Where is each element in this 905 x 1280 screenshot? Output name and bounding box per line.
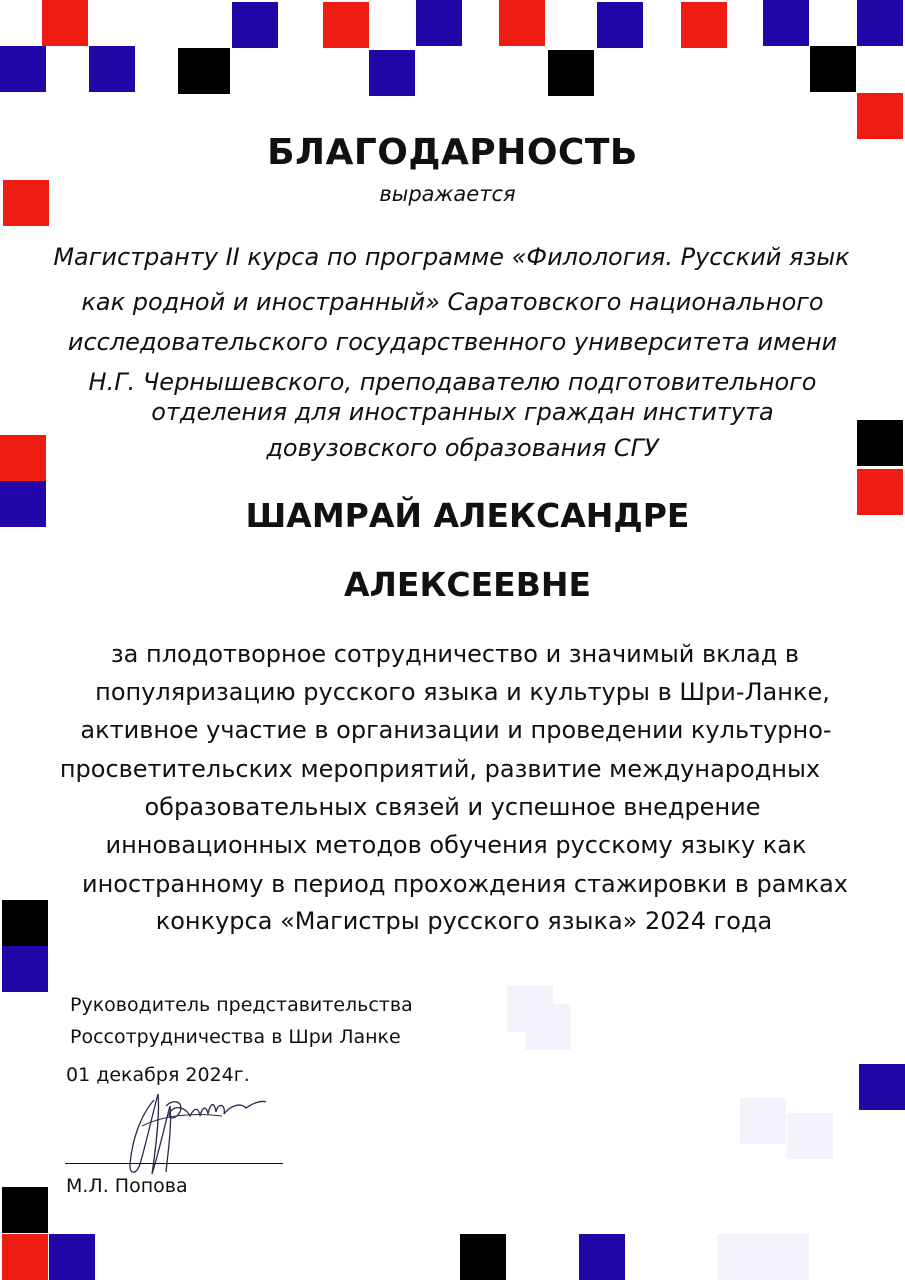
- signatory-position: Россотрудничества в Шри Ланке: [70, 1026, 401, 1048]
- signature-line: [65, 1163, 283, 1164]
- decor-square: [0, 46, 46, 92]
- recipient-line: Н.Г. Чернышевского, преподавателю подготовительного: [88, 368, 817, 396]
- decor-square-faint: [717, 1234, 763, 1280]
- reason-line: иностранному в период прохождения стажировки в рамках: [81, 870, 848, 898]
- decor-square: [548, 50, 594, 96]
- reason-line: за плодотворное сотрудничество и значимый вклад в: [110, 640, 800, 668]
- recipient-line: исследовательского государственного университета имени: [67, 328, 838, 356]
- decor-square: [579, 1234, 625, 1280]
- decor-square-faint: [763, 1234, 809, 1280]
- certificate-title: БЛАГОДАРНОСТЬ: [267, 132, 638, 173]
- reason-line: популяризацию русского языка и культуры в Шри-Ланке,: [95, 678, 830, 706]
- handwritten-signature: [122, 1086, 272, 1178]
- decor-square: [232, 2, 278, 48]
- decor-square: [810, 46, 856, 92]
- decor-square: [323, 2, 369, 48]
- reason-line: образовательных связей и успешное внедрение: [144, 793, 761, 821]
- signatory-position: Руководитель представительства: [70, 994, 413, 1016]
- decor-square: [763, 0, 809, 46]
- decor-square: [2, 1234, 48, 1280]
- signature-date: 01 декабря 2024г.: [66, 1064, 250, 1086]
- decor-square-faint: [787, 1113, 833, 1159]
- decor-square: [369, 50, 415, 96]
- decor-square: [597, 2, 643, 48]
- reason-line: конкурса «Магистры русского языка» 2024 года: [155, 907, 773, 935]
- decor-square: [178, 48, 230, 94]
- decor-square: [460, 1234, 506, 1280]
- reason-line: активное участие в организации и проведении культурно-: [80, 716, 832, 744]
- decor-square: [857, 0, 903, 46]
- reason-line: просветительских мероприятий, развитие международных: [59, 755, 821, 783]
- decor-square: [859, 1064, 905, 1110]
- decor-square-faint: [525, 1004, 571, 1050]
- decor-square: [2, 1187, 48, 1233]
- decor-square: [681, 2, 727, 48]
- decor-square: [499, 0, 545, 46]
- signatory-name: М.Л. Попова: [66, 1175, 188, 1197]
- recipient-name: ШАМРАЙ АЛЕКСАНДРЕ: [245, 496, 690, 535]
- recipient-line: отделения для иностранных граждан института: [151, 398, 774, 426]
- certificate-subtitle: выражается: [379, 182, 516, 206]
- decor-square: [49, 1234, 95, 1280]
- decor-square: [2, 946, 48, 992]
- decor-square: [416, 0, 462, 46]
- decor-square: [42, 0, 88, 46]
- recipient-line: довузовского образования СГУ: [266, 434, 659, 462]
- recipient-line: Магистранту II курса по программе «Филология. Русский язык: [53, 243, 850, 271]
- recipient-name: АЛЕКСЕЕВНЕ: [343, 565, 592, 604]
- recipient-line: как родной и иностранный» Саратовского национального: [81, 288, 824, 316]
- reason-line: инновационных методов обучения русскому языку как: [105, 831, 807, 859]
- decor-square: [89, 46, 135, 92]
- decor-square-faint: [740, 1098, 786, 1144]
